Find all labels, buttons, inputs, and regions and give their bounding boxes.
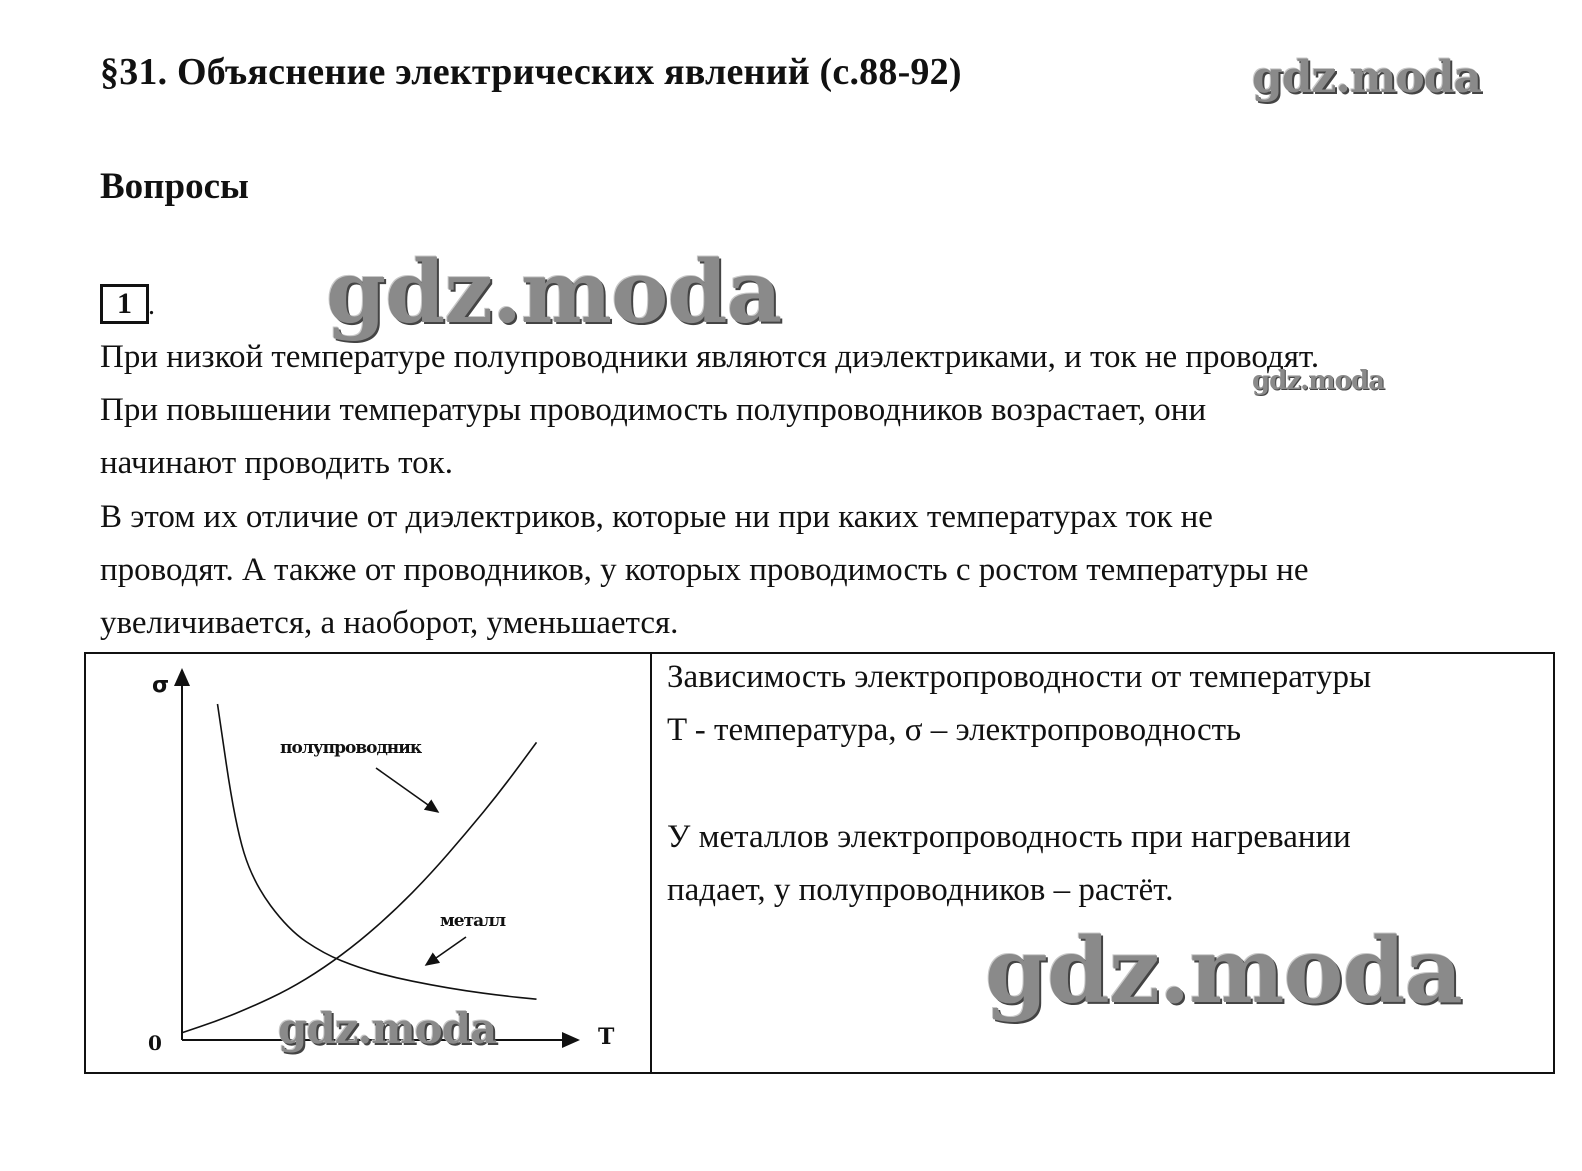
watermark-small: gdz.moda: [1252, 366, 1385, 396]
x-axis-label: T: [598, 1024, 615, 1050]
description-line-2: T - температура, σ – электропроводность: [667, 712, 1242, 748]
y-axis-label: σ: [152, 673, 170, 698]
questions-heading: Вопросы: [100, 166, 249, 207]
table-divider: [650, 652, 652, 1074]
watermark-chart: gdz.moda: [278, 1004, 497, 1053]
conductivity-chart: [130, 660, 630, 1060]
answer-line-5: проводят. А также от проводников, у которых проводимость с ростом температуры не: [100, 552, 1309, 588]
metal-pointer-arrow: [426, 937, 466, 965]
series-label-metal: металл: [440, 911, 506, 931]
answer-line-2: При повышении температуры проводимость полупроводников возрастает, они: [100, 392, 1207, 428]
question-number-dot: .: [148, 290, 155, 321]
series-line-semiconductor: [182, 742, 537, 1032]
section-title: §31. Объяснение электрических явлений (с.88-92): [100, 51, 962, 93]
answer-line-4: В этом их отличие от диэлектриков, которые ни при каких температурах ток не: [100, 499, 1213, 535]
description-line-3: У металлов электропроводность при нагревании: [667, 819, 1351, 855]
answer-line-3: начинают проводить ток.: [100, 445, 453, 481]
watermark-large-1: gdz.moda: [326, 242, 782, 343]
description-line-1: Зависимость электропроводности от температуры: [667, 659, 1372, 695]
description-line-4: падает, у полупроводников – растёт.: [667, 872, 1174, 908]
semiconductor-pointer-arrow: [376, 768, 438, 812]
series-label-semiconductor: полупроводник: [280, 738, 422, 758]
watermark-large-2: gdz.moda: [985, 918, 1462, 1024]
question-number-box: 1: [100, 284, 149, 324]
answer-line-6: увеличивается, а наоборот, уменьшается.: [100, 605, 679, 641]
watermark-top: gdz.moda: [1252, 52, 1482, 103]
answer-line-1: При низкой температуре полупроводники являются диэлектриками, и ток не проводят.: [100, 339, 1320, 375]
origin-label: 0: [148, 1031, 162, 1055]
